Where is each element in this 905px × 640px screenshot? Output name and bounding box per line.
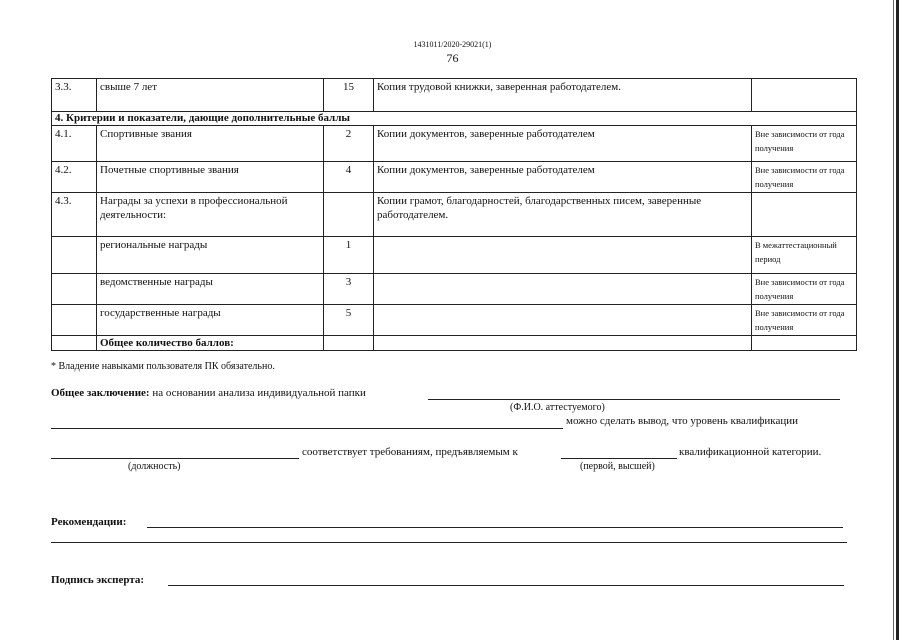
note — [752, 336, 857, 351]
row-number — [52, 336, 97, 351]
points: 15 — [324, 79, 374, 112]
points: 1 — [324, 237, 374, 274]
note — [752, 193, 857, 237]
qualification-line — [51, 428, 563, 429]
criterion-name: Почетные спортивные звания — [97, 162, 324, 193]
table-row — [52, 237, 857, 274]
criterion-name: ведомственные награды — [97, 274, 324, 305]
scan-edge — [896, 0, 899, 640]
row-number — [52, 274, 97, 305]
points: 3 — [324, 274, 374, 305]
documents — [374, 305, 752, 336]
documents — [374, 336, 752, 351]
scan-edge-inner — [893, 0, 894, 640]
signature-line[interactable] — [168, 585, 844, 586]
conclusion-text-4: квалификационной категории. — [679, 446, 822, 458]
documents — [374, 274, 752, 305]
note — [752, 79, 857, 112]
document-number: 1431011/2020-29021(1) — [413, 40, 492, 49]
points: 2 — [324, 126, 374, 162]
documents: Копии документов, заверенные работодателем — [374, 126, 752, 162]
conclusion-block — [51, 387, 366, 399]
category-caption: (первой, высшей) — [580, 461, 655, 472]
documents: Копия трудовой книжки, заверенная работодателем. — [374, 79, 752, 112]
fio-caption: (Ф.И.О. аттестуемого) — [510, 402, 605, 413]
table-row — [52, 126, 857, 162]
table-row — [52, 193, 857, 237]
criterion-name: свыше 7 лет — [97, 79, 324, 112]
section-row — [52, 112, 857, 126]
conclusion-text: на основании анализа индивидуальной папки — [152, 387, 366, 399]
row-number: 4.1. — [52, 126, 97, 162]
note: В межаттестационный период — [752, 237, 857, 274]
table-row — [52, 274, 857, 305]
note: Вне зависимости от года получения — [752, 126, 857, 162]
section-heading: 4. Критерии и показатели, дающие дополнительные баллы — [52, 112, 857, 126]
row-number — [52, 305, 97, 336]
documents: Копии грамот, благодарностей, благодарственных писем, заверенные работодателем. — [374, 193, 752, 237]
criterion-name: Спортивные звания — [97, 126, 324, 162]
conclusion-text-3: соответствует требованиям, предъявляемым к — [302, 446, 518, 458]
note: Вне зависимости от года получения — [752, 162, 857, 193]
documents: Копии документов, заверенные работодателем — [374, 162, 752, 193]
row-number: 4.2. — [52, 162, 97, 193]
total-label: Общее количество баллов: — [97, 336, 324, 351]
points — [324, 193, 374, 237]
fio-line — [428, 399, 840, 400]
table-row — [52, 79, 857, 112]
footnote: * Владение навыками пользователя ПК обязательно. — [51, 361, 275, 372]
page-number: 76 — [446, 51, 459, 65]
note: Вне зависимости от года получения — [752, 305, 857, 336]
recommendations-label: Рекомендации: — [51, 516, 127, 528]
conclusion-label: Общее заключение: — [51, 387, 150, 399]
signature-label: Подпись эксперта: — [51, 574, 145, 586]
row-number: 4.3. — [52, 193, 97, 237]
position-caption: (должность) — [128, 461, 181, 472]
conclusion-text-2: можно сделать вывод, что уровень квалификации — [566, 415, 799, 427]
criterion-name: государственные награды — [97, 305, 324, 336]
category-line — [561, 458, 677, 459]
table-row — [52, 162, 857, 193]
criteria-table — [51, 78, 857, 351]
recommendations-line-2[interactable] — [51, 542, 847, 543]
documents — [374, 237, 752, 274]
row-number — [52, 237, 97, 274]
row-number: 3.3. — [52, 79, 97, 112]
total-points — [324, 336, 374, 351]
points: 4 — [324, 162, 374, 193]
total-row — [52, 336, 857, 351]
note: Вне зависимости от года получения — [752, 274, 857, 305]
criterion-name: Награды за успехи в профессиональной деятельности: — [97, 193, 324, 237]
points: 5 — [324, 305, 374, 336]
table-row — [52, 305, 857, 336]
criterion-name: региональные награды — [97, 237, 324, 274]
recommendations-line[interactable] — [147, 527, 843, 528]
position-line — [51, 458, 299, 459]
